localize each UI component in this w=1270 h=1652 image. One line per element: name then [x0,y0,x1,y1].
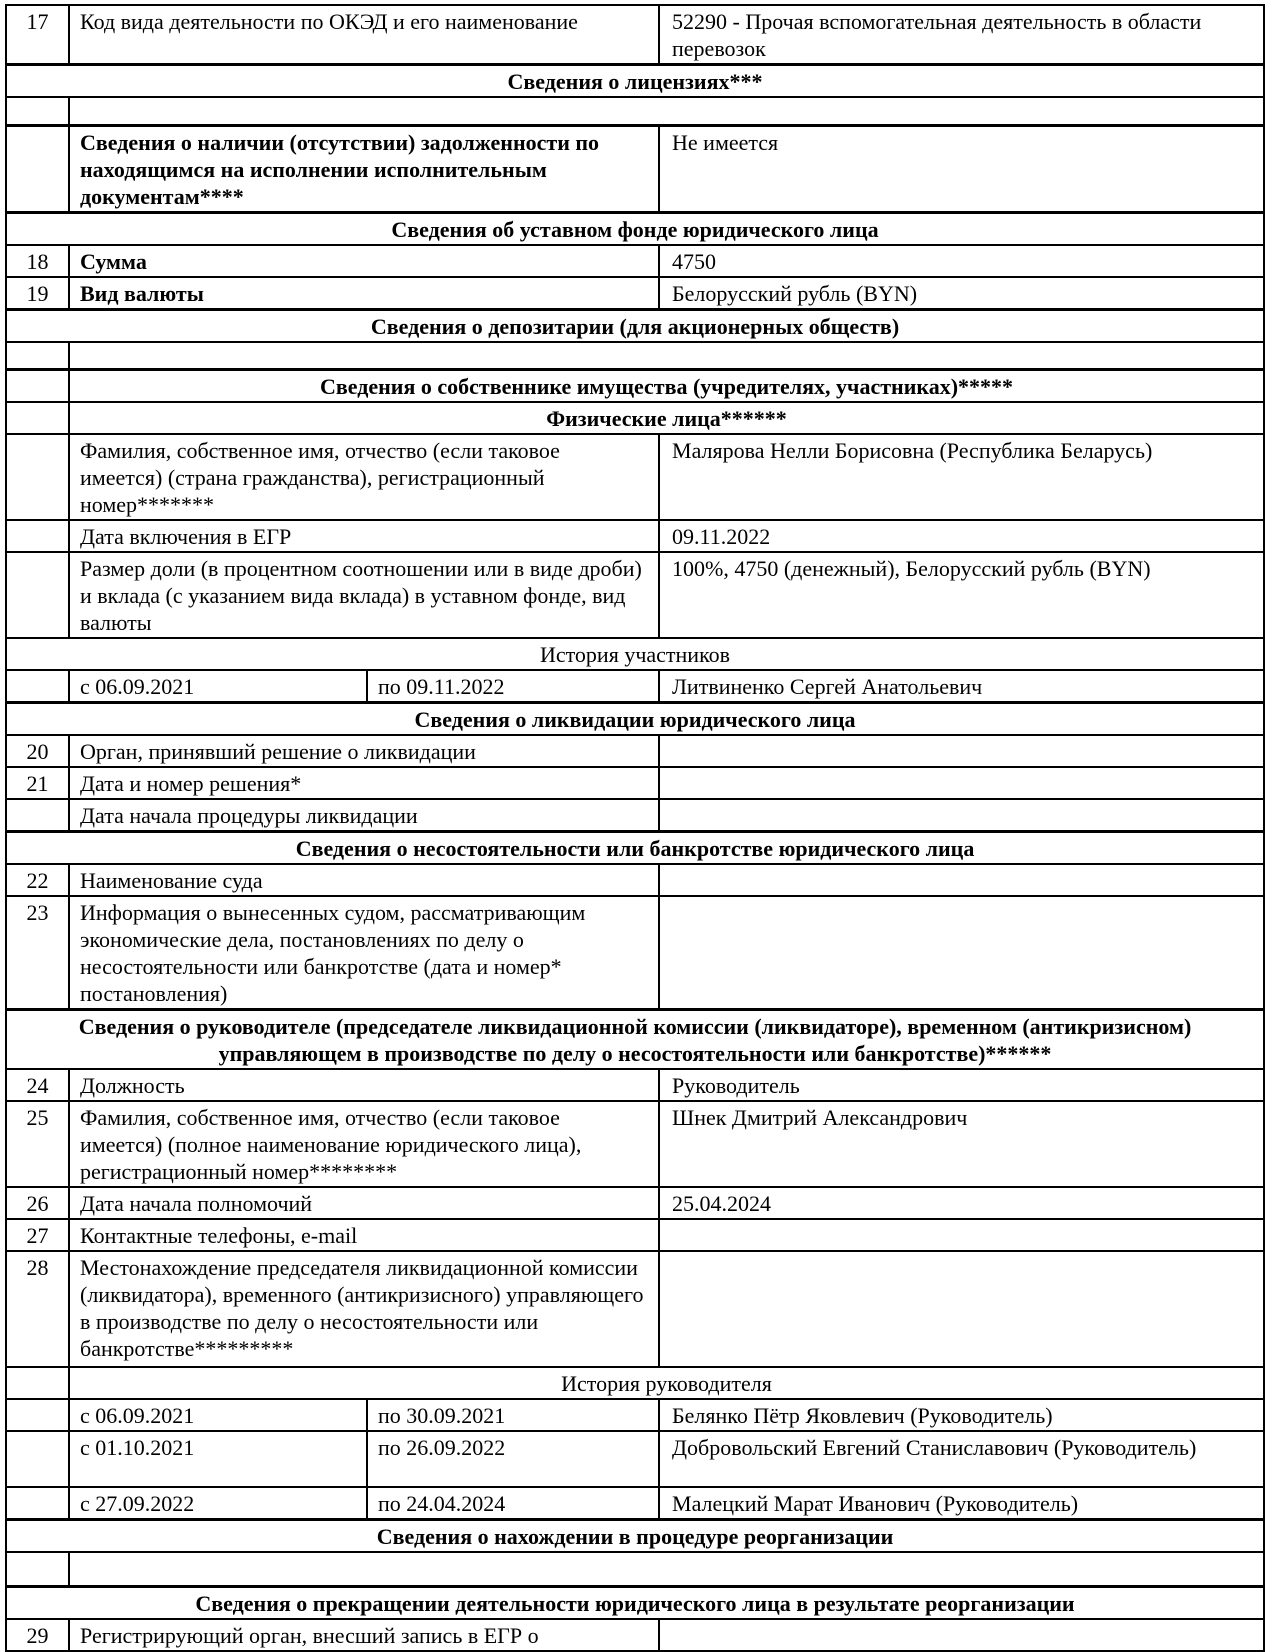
empty-row [6,342,1264,370]
empty-row [6,97,1264,125]
row-okved [6,5,1264,65]
row-number-cell: 22 [6,864,69,896]
value-cell: Малярова Нелли Борисовна (Республика Беларусь) [659,434,1264,520]
label-cell: Регистрирующий орган, внесший запись в ЕГР о [69,1619,659,1651]
section-title: Сведения о нахождении в процедуре реорганизации [6,1520,1264,1553]
row-authority-start [6,1187,1264,1219]
section-statutory-fund [6,212,1264,245]
row-head-name [6,1101,1264,1187]
section-depositary [6,309,1264,342]
history-from: с 06.09.2021 [69,1399,367,1431]
label-cell: Наименование суда [69,864,659,896]
value-cell [659,799,1264,832]
empty-cell [6,370,69,403]
empty-cell [6,1367,69,1399]
value-cell: Не имеется [659,125,1264,212]
section-head [6,1010,1264,1070]
egr-extract-table [5,4,1265,1652]
section-title: Сведения о прекращении деятельности юридического лица в результате реорганизации [6,1586,1264,1619]
label-cell: Вид валюты [69,277,659,310]
value-cell: Белорусский рубль (BYN) [659,277,1264,310]
value-cell: 52290 - Прочая вспомогательная деятельность в области перевозок [659,5,1264,65]
row-number-cell: 17 [6,5,69,65]
history-row [6,1431,1264,1487]
history-name: Малецкий Марат Иванович (Руководитель) [659,1487,1264,1520]
row-liquidation-body [6,735,1264,767]
section-title: Сведения о несостоятельности или банкротстве юридического лица [6,832,1264,865]
row-number-cell: 28 [6,1251,69,1367]
row-head-location [6,1251,1264,1367]
value-cell: Руководитель [659,1069,1264,1101]
value-cell: 25.04.2024 [659,1187,1264,1219]
label-cell: Орган, принявший решение о ликвидации [69,735,659,767]
row-founder-name [6,434,1264,520]
section-head-history [6,1367,1264,1399]
row-number-cell: 21 [6,767,69,799]
section-termination [6,1586,1264,1619]
empty-cell [6,1399,69,1431]
row-number-cell: 25 [6,1101,69,1187]
value-cell: 09.11.2022 [659,520,1264,552]
section-title: История участников [6,638,1264,670]
row-number-cell [6,125,69,212]
value-cell [659,767,1264,799]
label-cell: Размер доли (в процентном соотношении или в виде дроби) и вклада (с указанием вида вклада) в уставном фонде, вид валюты [69,552,659,638]
history-to: по 24.04.2024 [367,1487,659,1520]
egr-extract-page [0,4,1270,1648]
label-cell: Информация о вынесенных судом, рассматривающим экономические дела, постановлениях по делу о несостоятельности или банкротстве (дата и номер* постановления) [69,896,659,1010]
value-cell [659,735,1264,767]
history-to: по 26.09.2022 [367,1431,659,1487]
row-sum [6,245,1264,277]
value-cell: 100%, 4750 (денежный), Белорусский рубль (BYN) [659,552,1264,638]
history-to: по 09.11.2022 [367,670,659,703]
history-row [6,670,1264,703]
section-title: Сведения о собственнике имущества (учредителях, участниках)***** [69,370,1264,403]
value-cell [659,1251,1264,1367]
row-position [6,1069,1264,1101]
empty-cell [6,1431,69,1487]
history-name: Литвиненко Сергей Анатольевич [659,670,1264,703]
empty-cell [6,97,69,125]
value-cell: Шнек Дмитрий Александрович [659,1101,1264,1187]
label-cell: Сведения о наличии (отсутствии) задолженности по находящимся на исполнении исполнительным документам**** [69,125,659,212]
row-number-cell: 27 [6,1219,69,1251]
section-participants-history [6,638,1264,670]
history-row [6,1399,1264,1431]
row-number-cell: 18 [6,245,69,277]
empty-cell [69,97,1264,125]
section-title: История руководителя [69,1367,1264,1399]
row-debts [6,125,1264,212]
row-number-cell [6,799,69,832]
row-currency [6,277,1264,310]
value-cell: 4750 [659,245,1264,277]
section-bankruptcy [6,832,1264,865]
empty-cell [69,342,1264,370]
empty-cell [6,342,69,370]
row-number-cell: 23 [6,896,69,1010]
section-title: Сведения о лицензиях*** [6,65,1264,98]
label-cell: Дата начала полномочий [69,1187,659,1219]
section-title: Сведения о ликвидации юридического лица [6,703,1264,736]
row-liquidation-start [6,799,1264,832]
value-cell [659,1619,1264,1651]
row-egr-date [6,520,1264,552]
row-number-cell: 24 [6,1069,69,1101]
empty-row [6,1552,1264,1586]
section-physical-persons [6,402,1264,434]
section-title: Сведения о руководителе (председателе ликвидационной комиссии (ликвидаторе), временном (антикризисном) управляющем в производстве по делу о несостоятельности или банкротстве)****** [6,1010,1264,1070]
history-row [6,1487,1264,1520]
label-cell: Сумма [69,245,659,277]
row-number-cell [6,434,69,520]
empty-cell [6,1552,69,1586]
empty-cell [6,670,69,703]
value-cell [659,864,1264,896]
label-cell: Должность [69,1069,659,1101]
history-to: по 30.09.2021 [367,1399,659,1431]
value-cell [659,1219,1264,1251]
section-reorganization [6,1520,1264,1553]
section-liquidation [6,703,1264,736]
section-title: Сведения о депозитарии (для акционерных обществ) [6,309,1264,342]
row-number-cell [6,520,69,552]
label-cell: Фамилия, собственное имя, отчество (если таковое имеется) (страна гражданства), регистрационный номер******* [69,434,659,520]
row-number-cell [6,552,69,638]
history-from: с 27.09.2022 [69,1487,367,1520]
row-number-cell: 26 [6,1187,69,1219]
history-name: Белянко Пётр Яковлевич (Руководитель) [659,1399,1264,1431]
label-cell: Дата начала процедуры ликвидации [69,799,659,832]
empty-cell [69,1552,1264,1586]
row-share [6,552,1264,638]
row-court-name [6,864,1264,896]
label-cell: Дата и номер решения* [69,767,659,799]
row-number-cell: 29 [6,1619,69,1651]
empty-cell [6,1487,69,1520]
row-court-info [6,896,1264,1010]
label-cell: Код вида деятельности по ОКЭД и его наименование [69,5,659,65]
history-from: с 01.10.2021 [69,1431,367,1487]
row-number-cell: 19 [6,277,69,310]
section-owners [6,370,1264,403]
section-title: Физические лица****** [69,402,1264,434]
row-contacts [6,1219,1264,1251]
label-cell: Местонахождение председателя ликвидационной комиссии (ликвидатора), временного (антикризисного) управляющего в производстве по делу о несостоятельности или банкротстве********* [69,1251,659,1367]
value-cell [659,896,1264,1010]
section-title: Сведения об уставном фонде юридического лица [6,212,1264,245]
empty-cell [6,402,69,434]
section-licenses [6,65,1264,98]
row-registering-body [6,1619,1264,1651]
row-number-cell: 20 [6,735,69,767]
label-cell: Контактные телефоны, e-mail [69,1219,659,1251]
history-from: с 06.09.2021 [69,670,367,703]
label-cell: Дата включения в ЕГР [69,520,659,552]
label-cell: Фамилия, собственное имя, отчество (если таковое имеется) (полное наименование юридического лица), регистрационный номер******** [69,1101,659,1187]
row-decision [6,767,1264,799]
history-name: Добровольский Евгений Станиславович (Руководитель) [659,1431,1264,1487]
